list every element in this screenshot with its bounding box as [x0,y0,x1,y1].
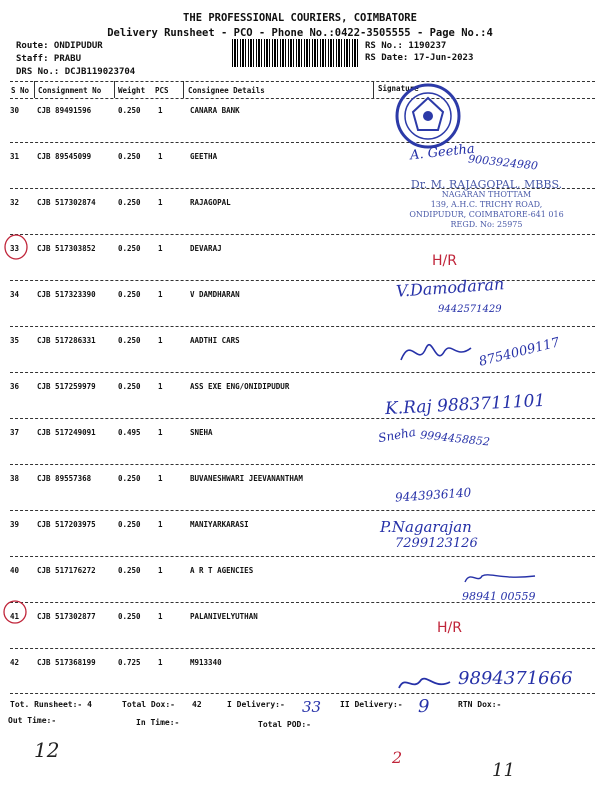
col-consignment: Consignment No [38,86,102,95]
handwritten-phone: 9442571429 [438,304,502,315]
row-weight: 0.250 [118,198,141,207]
row-sno: 36 [10,382,20,391]
rtn-dox-label: RTN Dox:- [458,700,502,709]
row-consignee: AADTHI CARS [190,336,240,345]
rs-date-label: RS Date: 17-Jun-2023 [365,53,474,63]
row-sno: 38 [10,474,20,483]
row-weight: 0.250 [118,336,141,345]
row-weight: 0.250 [118,152,141,161]
row-consignee: ASS EXE ENG/ONIDIPUDUR [190,382,290,391]
row-divider [10,372,595,373]
footer-rule [10,693,595,694]
row-consignment-no: CJB 89545099 [37,152,92,161]
total-pod-label: Total POD:- [258,720,311,729]
row-consignment-no: CJB 517302874 [37,198,96,207]
row-sno: 30 [10,106,20,115]
row-pcs: 1 [158,106,163,115]
row-consignment-no: CJB 517176272 [37,566,96,575]
row-consignment-no: CJB 517368199 [37,658,96,667]
i-delivery-value: 33 [302,698,322,716]
company-title: THE PROFESSIONAL COURIERS, COIMBATORE [183,12,417,24]
row-consignment-no: CJB 517286331 [37,336,96,345]
row-consignee: CANARA BANK [190,106,240,115]
handwritten-mark: 11 [492,760,515,781]
staff-label: Staff: PRABU [16,54,82,64]
handwritten-signature [460,570,540,586]
row-consignee: BUVANESHWARI JEEVANANTHAM [190,474,303,483]
row-consignee: V DAMDHARAN [190,290,240,299]
total-dox-label: Total Dox:- [122,700,175,709]
row-divider [10,464,595,465]
total-dox-value: 42 [192,700,202,709]
row-sno: 35 [10,336,20,345]
row-pcs: 1 [158,198,163,207]
stamp-line: Dr. M. RAJAGOPAL, MBBS. [410,178,563,191]
row-pcs: 1 [158,244,163,253]
row-pcs: 1 [158,428,163,437]
row-consignment-no: CJB 89557368 [37,474,92,483]
row-consignee: PALANIVELYUTHAN [190,612,258,621]
row-pcs: 1 [158,612,163,621]
row-sno: 41 [10,612,20,621]
handwritten-signature: Sneha [377,424,417,446]
in-time-label: In Time:- [136,718,180,727]
header-bottom-rule [10,98,595,99]
col-weight: Weight [118,86,146,95]
rs-no-label: RS No.: 1190237 [365,41,447,51]
row-weight: 0.250 [118,612,141,621]
row-consignee: GEETHA [190,152,218,161]
row-consignee: M913340 [190,658,222,667]
row-sno: 42 [10,658,20,667]
ii-delivery-label: II Delivery:- [340,700,403,709]
col-pcs: PCS [155,86,169,95]
handwritten-hr: H/R [437,620,462,636]
row-weight: 0.250 [118,106,141,115]
handwritten-phone: 9894371666 [458,668,573,689]
row-sno: 40 [10,566,20,575]
row-pcs: 1 [158,152,163,161]
stamp-line: REGD. No: 25975 [450,220,523,229]
row-sno: 39 [10,520,20,529]
stamp-line: NAGARAN THOTTAM [441,190,532,199]
ii-delivery-value: 9 [418,696,430,717]
row-sno: 37 [10,428,20,437]
row-consignee: RAJAGOPAL [190,198,231,207]
out-time-label: Out Time:- [8,716,57,725]
row-consignment-no: CJB 517203975 [37,520,96,529]
row-consignment-no: CJB 517302877 [37,612,96,621]
header-top-rule [10,81,595,82]
row-divider [10,234,595,235]
row-weight: 0.725 [118,658,141,667]
row-consignee: DEVARAJ [190,244,222,253]
handwritten-signature: V.Damodaran [395,274,505,301]
row-consignment-no: CJB 517323390 [37,290,96,299]
row-pcs: 1 [158,336,163,345]
handwritten-phone: 98941 00559 [462,590,536,603]
row-pcs: 1 [158,474,163,483]
row-sno: 32 [10,198,20,207]
row-consignee: A R T AGENCIES [190,566,254,575]
row-weight: 0.250 [118,566,141,575]
handwritten-mark: 12 [34,738,60,762]
handwritten-mark: 2 [392,748,403,767]
row-sno: 33 [10,244,20,253]
i-delivery-label: I Delivery:- [227,700,285,709]
row-consignment-no: CJB 517249091 [37,428,96,437]
runsheet-subtitle: Delivery Runsheet - PCO - Phone No.:0422-3505555 - Page No.:4 [107,27,493,39]
handwritten-signature: K.Raj 9883711101 [384,390,546,420]
handwritten-phone: 7299123126 [395,536,478,551]
row-pcs: 1 [158,382,163,391]
doctor-stamp [384,180,589,230]
handwritten-phone: 9443936140 [394,485,472,505]
seal-stamp [388,82,468,150]
drs-label: DRS No.: DCJB119023704 [16,67,136,77]
stamp-line: 139, A.H.C. TRICHY ROAD, [430,200,543,209]
row-divider [10,142,595,143]
handwritten-phone: 9003924980 [467,152,539,173]
route-label: Route: ONDIPUDUR [16,41,103,51]
row-pcs: 1 [158,290,163,299]
row-weight: 0.250 [118,520,141,529]
row-weight: 0.495 [118,428,141,437]
stamp-line: ONDIPUDUR, COIMBATORE-641 016 [409,210,564,219]
row-consignment-no: CJB 517303852 [37,244,96,253]
row-consignee: MANIYARKARASI [190,520,249,529]
row-consignee: SNEHA [190,428,213,437]
row-pcs: 1 [158,566,163,575]
barcode [232,39,360,67]
row-divider [10,280,595,281]
handwritten-phone: 8754009117 [477,335,562,370]
row-divider [10,556,595,557]
row-sno: 34 [10,290,20,299]
row-pcs: 1 [158,658,163,667]
total-runsheet: Tot. Runsheet:- 4 [10,700,92,709]
row-sno: 31 [10,152,20,161]
row-consignment-no: CJB 89491596 [37,106,92,115]
col-sno: S No [11,86,30,95]
row-divider [10,326,595,327]
handwritten-hr: H/R [432,253,457,269]
col-consignee: Consignee Details [188,86,265,95]
row-weight: 0.250 [118,382,141,391]
col-signature: Signature [378,84,419,93]
row-consignment-no: CJB 517259979 [37,382,96,391]
row-weight: 0.250 [118,244,141,253]
handwritten-name: A. Geetha [409,141,476,164]
row-divider [10,510,595,511]
row-pcs: 1 [158,520,163,529]
row-divider [10,418,595,419]
row-weight: 0.250 [118,290,141,299]
handwritten-signature [396,330,476,370]
handwritten-signature: P.Nagarajan [380,518,472,536]
row-weight: 0.250 [118,474,141,483]
handwritten-phone: 9994458852 [419,428,491,449]
row-divider [10,648,595,649]
